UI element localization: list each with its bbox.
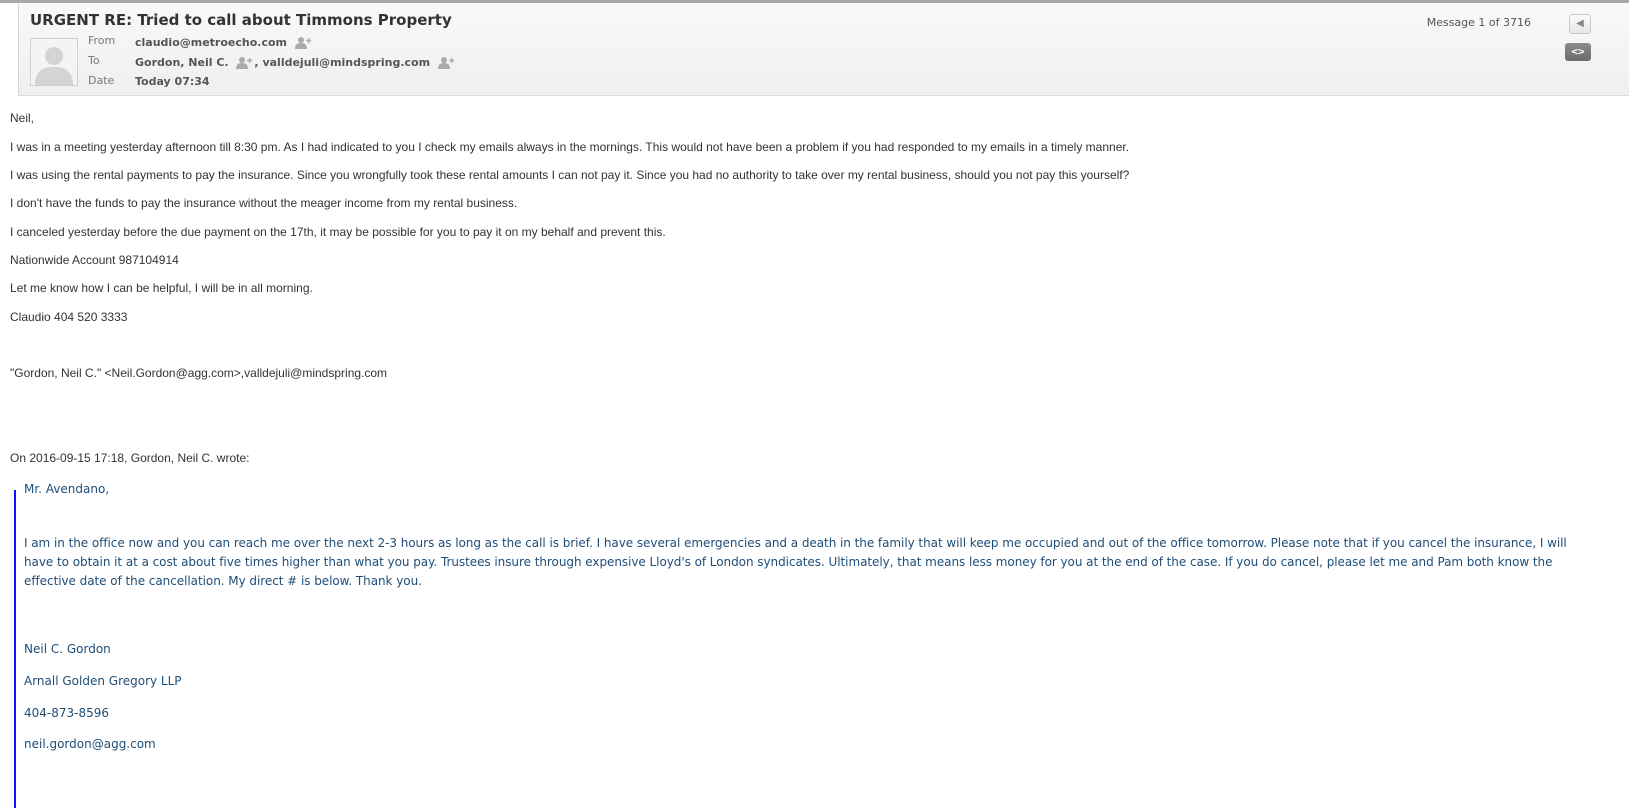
signature-firm: Arnall Golden Gregory LLP: [24, 674, 182, 688]
date-value: Today 07:34: [135, 75, 210, 88]
quote-attribution: On 2016-09-15 17:18, Gordon, Neil C. wrote:: [10, 451, 250, 465]
body-paragraph: Nationwide Account 987104914: [10, 253, 179, 267]
body-paragraph: I don't have the funds to pay the insurance without the meager income from my rental business.: [10, 196, 518, 210]
quoted-message: [14, 482, 1596, 808]
message-header: [0, 0, 1629, 96]
add-contact-icon[interactable]: [236, 56, 254, 69]
body-paragraph: I was in a meeting yesterday afternoon till 8:30 pm. As I had indicated to you I check my emails always in the mornings. This would not have been a problem if you had responded to my emails in a timely manner.: [10, 140, 1130, 154]
quote-paragraph: I am in the office now and you can reach me over the next 2-3 hours as long as the call is brief. I have several emergencies and a death in the family that will keep me occupied and out of the office tomorrow. Please note that if you cancel the insurance, I will have to obtain it at a cost about five times higher than what you pay. Trustees insure through expensive Lloyd's of London syndicates. Ultimately, that means less money for you at the end of the case. If you do cancel, please let me and Pam both know the effective date of the cancellation. My direct # is below. Thank you.: [24, 536, 1567, 588]
headers-toggle-button[interactable]: <>: [1565, 43, 1591, 61]
signature-phone: 404-873-8596: [24, 706, 110, 720]
body-paragraph: Let me know how I can be helpful, I will be in all morning.: [10, 281, 313, 295]
to-value: [135, 55, 456, 69]
date-label: Date: [88, 74, 115, 87]
body-paragraph: Claudio 404 520 3333: [10, 310, 128, 324]
signature-name: Neil C. Gordon: [24, 642, 111, 656]
person-silhouette-icon: [31, 39, 77, 85]
add-contact-icon[interactable]: [295, 36, 313, 49]
from-label: From: [88, 34, 116, 47]
body-paragraph: I canceled yesterday before the due payment on the 17th, it may be possible for you to pay it on my behalf and prevent this.: [10, 225, 666, 239]
to-label: To: [88, 54, 100, 67]
header-left-bar: [0, 3, 19, 96]
from-value: [135, 35, 313, 49]
add-contact-icon[interactable]: [438, 56, 456, 69]
signature-email[interactable]: neil.gordon@agg.com: [24, 737, 156, 751]
message-counter: Message 1 of 3716: [1426, 16, 1531, 29]
body-paragraph: I was using the rental payments to pay the insurance. Since you wrongfully took these rental amounts I can not pay it. Since you had no authority to take over my rental business, should you not pay this yourself?: [10, 168, 1130, 182]
from-address[interactable]: claudio@metroecho.com: [135, 35, 287, 49]
to-separator: ,: [254, 55, 259, 69]
to-address-1[interactable]: Gordon, Neil C.: [135, 55, 229, 69]
quote-greeting: Mr. Avendano,: [24, 482, 110, 496]
to-address-2[interactable]: valldejuli@mindspring.com: [262, 55, 431, 69]
recipients-line: "Gordon, Neil C." <Neil.Gordon@agg.com>,valldejuli@mindspring.com: [10, 366, 388, 380]
message-subject: URGENT RE: Tried to call about Timmons Property: [30, 11, 452, 29]
body-paragraph: Neil,: [10, 111, 35, 125]
sender-avatar: [30, 38, 78, 86]
previous-message-button[interactable]: [1569, 14, 1591, 34]
chevron-left-icon: ◀: [1576, 18, 1584, 29]
